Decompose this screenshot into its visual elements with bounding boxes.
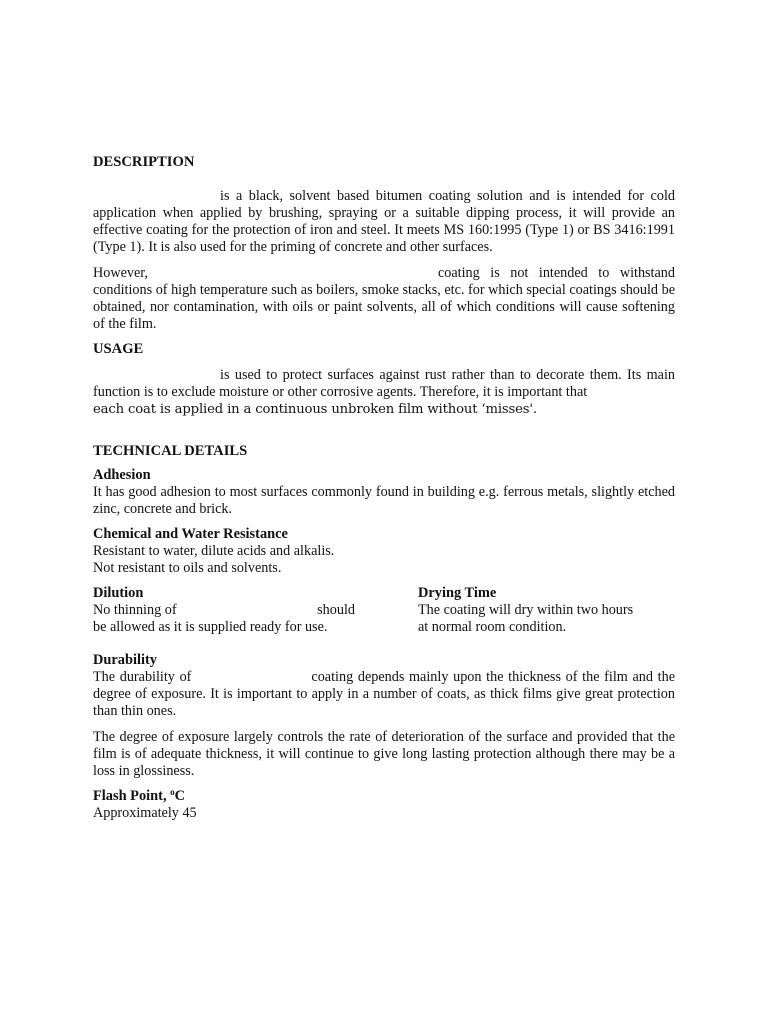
durability-paragraph-1-lead: The durability of bbox=[93, 669, 192, 685]
adhesion-text: It has good adhesion to most surfaces commonly found in building e.g. ferrous metals, slightly etched zinc, concrete and brick. bbox=[93, 484, 675, 517]
document-page bbox=[93, 153, 675, 822]
flash-point-title: Flash Point, bbox=[93, 788, 171, 804]
durability-paragraph-1 bbox=[93, 669, 675, 720]
description-paragraph-2-lead: However, bbox=[93, 265, 148, 281]
drying-time-line-2: at normal room condition. bbox=[418, 619, 567, 635]
description-paragraph-1 bbox=[93, 188, 675, 256]
technical-details-heading: TECHNICAL DETAILS bbox=[93, 443, 248, 459]
usage-paragraph-text: is used to protect surfaces against rust rather than to decorate them. Its main function is to exclude moisture or other corrosive agents. Therefore, it is important that bbox=[93, 367, 675, 400]
drying-time-column bbox=[418, 585, 675, 636]
dilution-line-2: be allowed as it is supplied ready for use. bbox=[93, 619, 328, 635]
flash-point-unit: C bbox=[174, 788, 186, 804]
drying-time-heading: Drying Time bbox=[418, 585, 497, 601]
durability-heading: Durability bbox=[93, 652, 157, 668]
chemical-resistance-heading: Chemical and Water Resistance bbox=[93, 526, 288, 542]
description-paragraph-1-text: is a black, solvent based bitumen coating solution and is intended for cold application when applied by brushing, spraying or a suitable dipping process, it will provide an effective coating for the protection of iron and steel. It meets MS 160:1995 (Type 1) or BS 3416:1991 (Type 1). It is also used for the priming of concrete and other surfaces. bbox=[93, 188, 675, 255]
chemical-resistance-line-2: Not resistant to oils and solvents. bbox=[93, 560, 282, 576]
flash-point-value: Approximately 45 bbox=[93, 805, 197, 821]
dilution-column bbox=[93, 585, 355, 636]
description-heading: DESCRIPTION bbox=[93, 154, 195, 170]
dilution-line-1-end: should bbox=[317, 602, 355, 618]
description-paragraph-2 bbox=[93, 265, 675, 333]
degree-symbol: o bbox=[170, 787, 175, 797]
chemical-resistance-line-1: Resistant to water, dilute acids and alkalis. bbox=[93, 543, 335, 559]
adhesion-heading: Adhesion bbox=[93, 467, 151, 483]
drying-time-line-1: The coating will dry within two hours bbox=[418, 602, 634, 618]
usage-paragraph-last-line: each coat is applied in a continuous unbroken film without ‘misses'. bbox=[93, 402, 537, 417]
durability-paragraph-2: The degree of exposure largely controls the rate of deterioration of the surface and provided that the film is of adequate thickness, it will continue to give long lasting protection although there may be a loss in glossiness. bbox=[93, 729, 675, 779]
dilution-heading: Dilution bbox=[93, 585, 144, 601]
dilution-line-1-lead: No thinning of bbox=[93, 602, 177, 618]
durability-paragraph-1-text: coating depends mainly upon the thickness of the film and the degree of exposure. It is important to apply in a number of coats, as thick films give great protection than thin ones. bbox=[93, 669, 675, 719]
description-paragraph-2-text: coating is not intended to withstand conditions of high temperature such as boilers, smoke stacks, etc. for which special coatings should be obtained, nor contamination, with oils or paint solvents, all of which conditions will cause softening of the film. bbox=[93, 265, 675, 332]
usage-heading: USAGE bbox=[93, 341, 144, 357]
flash-point-heading bbox=[93, 788, 675, 805]
dilution-drying-columns bbox=[93, 585, 675, 636]
dilution-line-1 bbox=[93, 602, 355, 619]
usage-paragraph bbox=[93, 367, 675, 401]
